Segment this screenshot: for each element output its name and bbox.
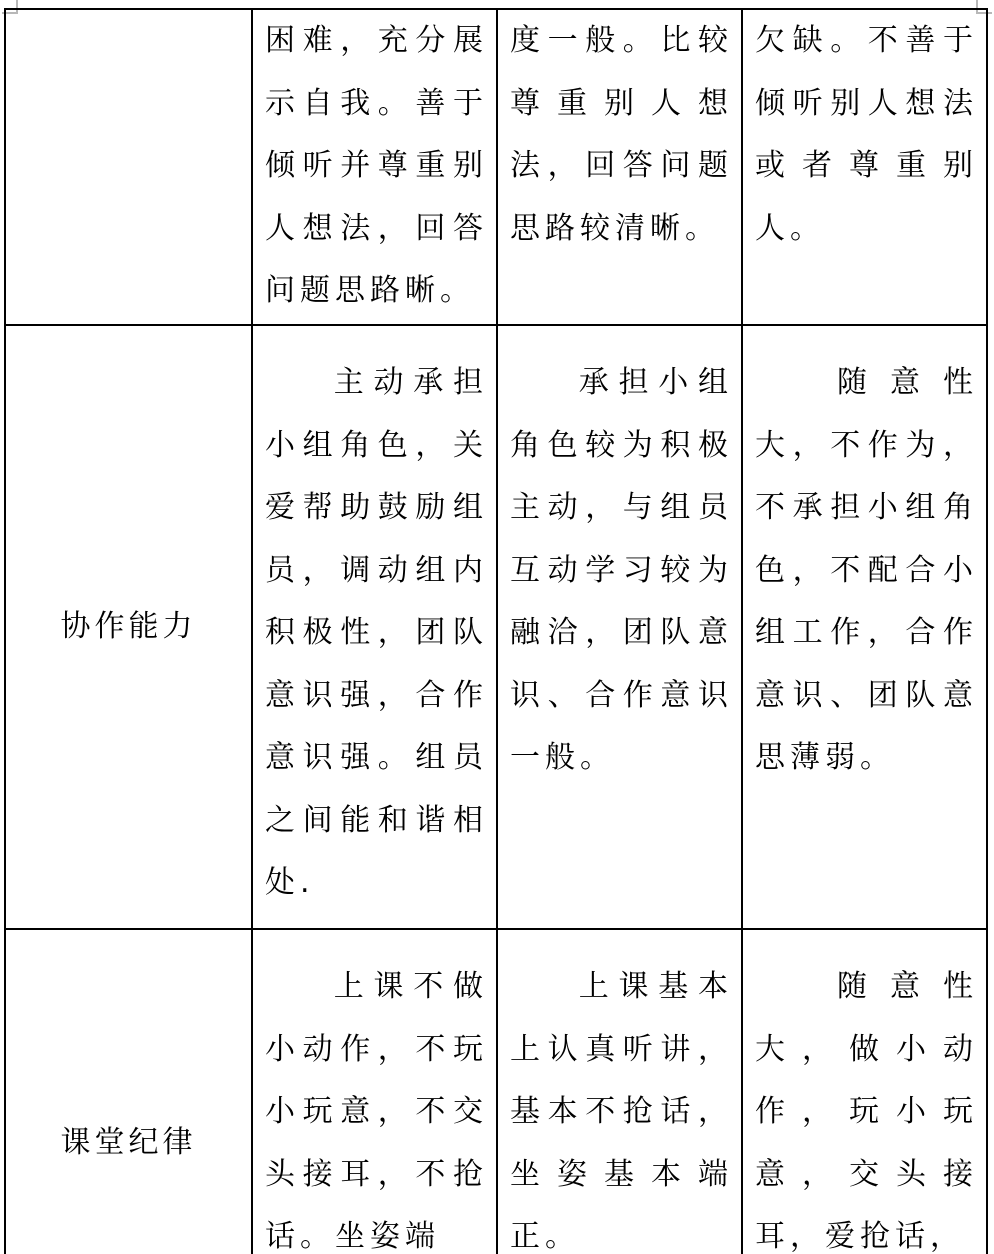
criterion-label: 协作能力 — [5, 325, 252, 929]
excellent-descriptor: 上课不做小动作，不玩小玩意，不交头接耳，不抢话。坐姿端 — [252, 929, 497, 1254]
criterion-label: 课堂纪律 — [5, 929, 252, 1254]
good-descriptor: 承担小组角色较为积极主动，与组员互动学习较为融洽，团队意识、合作意识一般。 — [497, 325, 742, 929]
poor-descriptor: 随意性大，不作为，不承担小组角色，不配合小组工作，合作意识、团队意思薄弱。 — [742, 325, 987, 929]
good-descriptor: 度一般。比较尊重别人想法，回答问题思路较清晰。 — [497, 9, 742, 325]
poor-descriptor: 欠缺。不善于倾听别人想法或者尊重别人。 — [742, 9, 987, 325]
evaluation-rubric-table — [4, 8, 988, 1254]
excellent-descriptor: 主动承担小组角色，关爱帮助鼓励组员，调动组内积极性，团队意识强，合作意识强。组员之间能和谐相处. — [252, 325, 497, 929]
criterion-label — [5, 9, 252, 325]
table-row — [5, 325, 987, 929]
poor-descriptor: 随意性大，做小动作，玩小玩意，交头接耳，爱抢话， — [742, 929, 987, 1254]
excellent-descriptor: 困难，充分展示自我。善于倾听并尊重别人想法，回答问题思路晰。 — [252, 9, 497, 325]
table-row — [5, 9, 987, 325]
table-row — [5, 929, 987, 1254]
good-descriptor: 上课基本上认真听讲，基本不抢话，坐姿基本端正。 — [497, 929, 742, 1254]
